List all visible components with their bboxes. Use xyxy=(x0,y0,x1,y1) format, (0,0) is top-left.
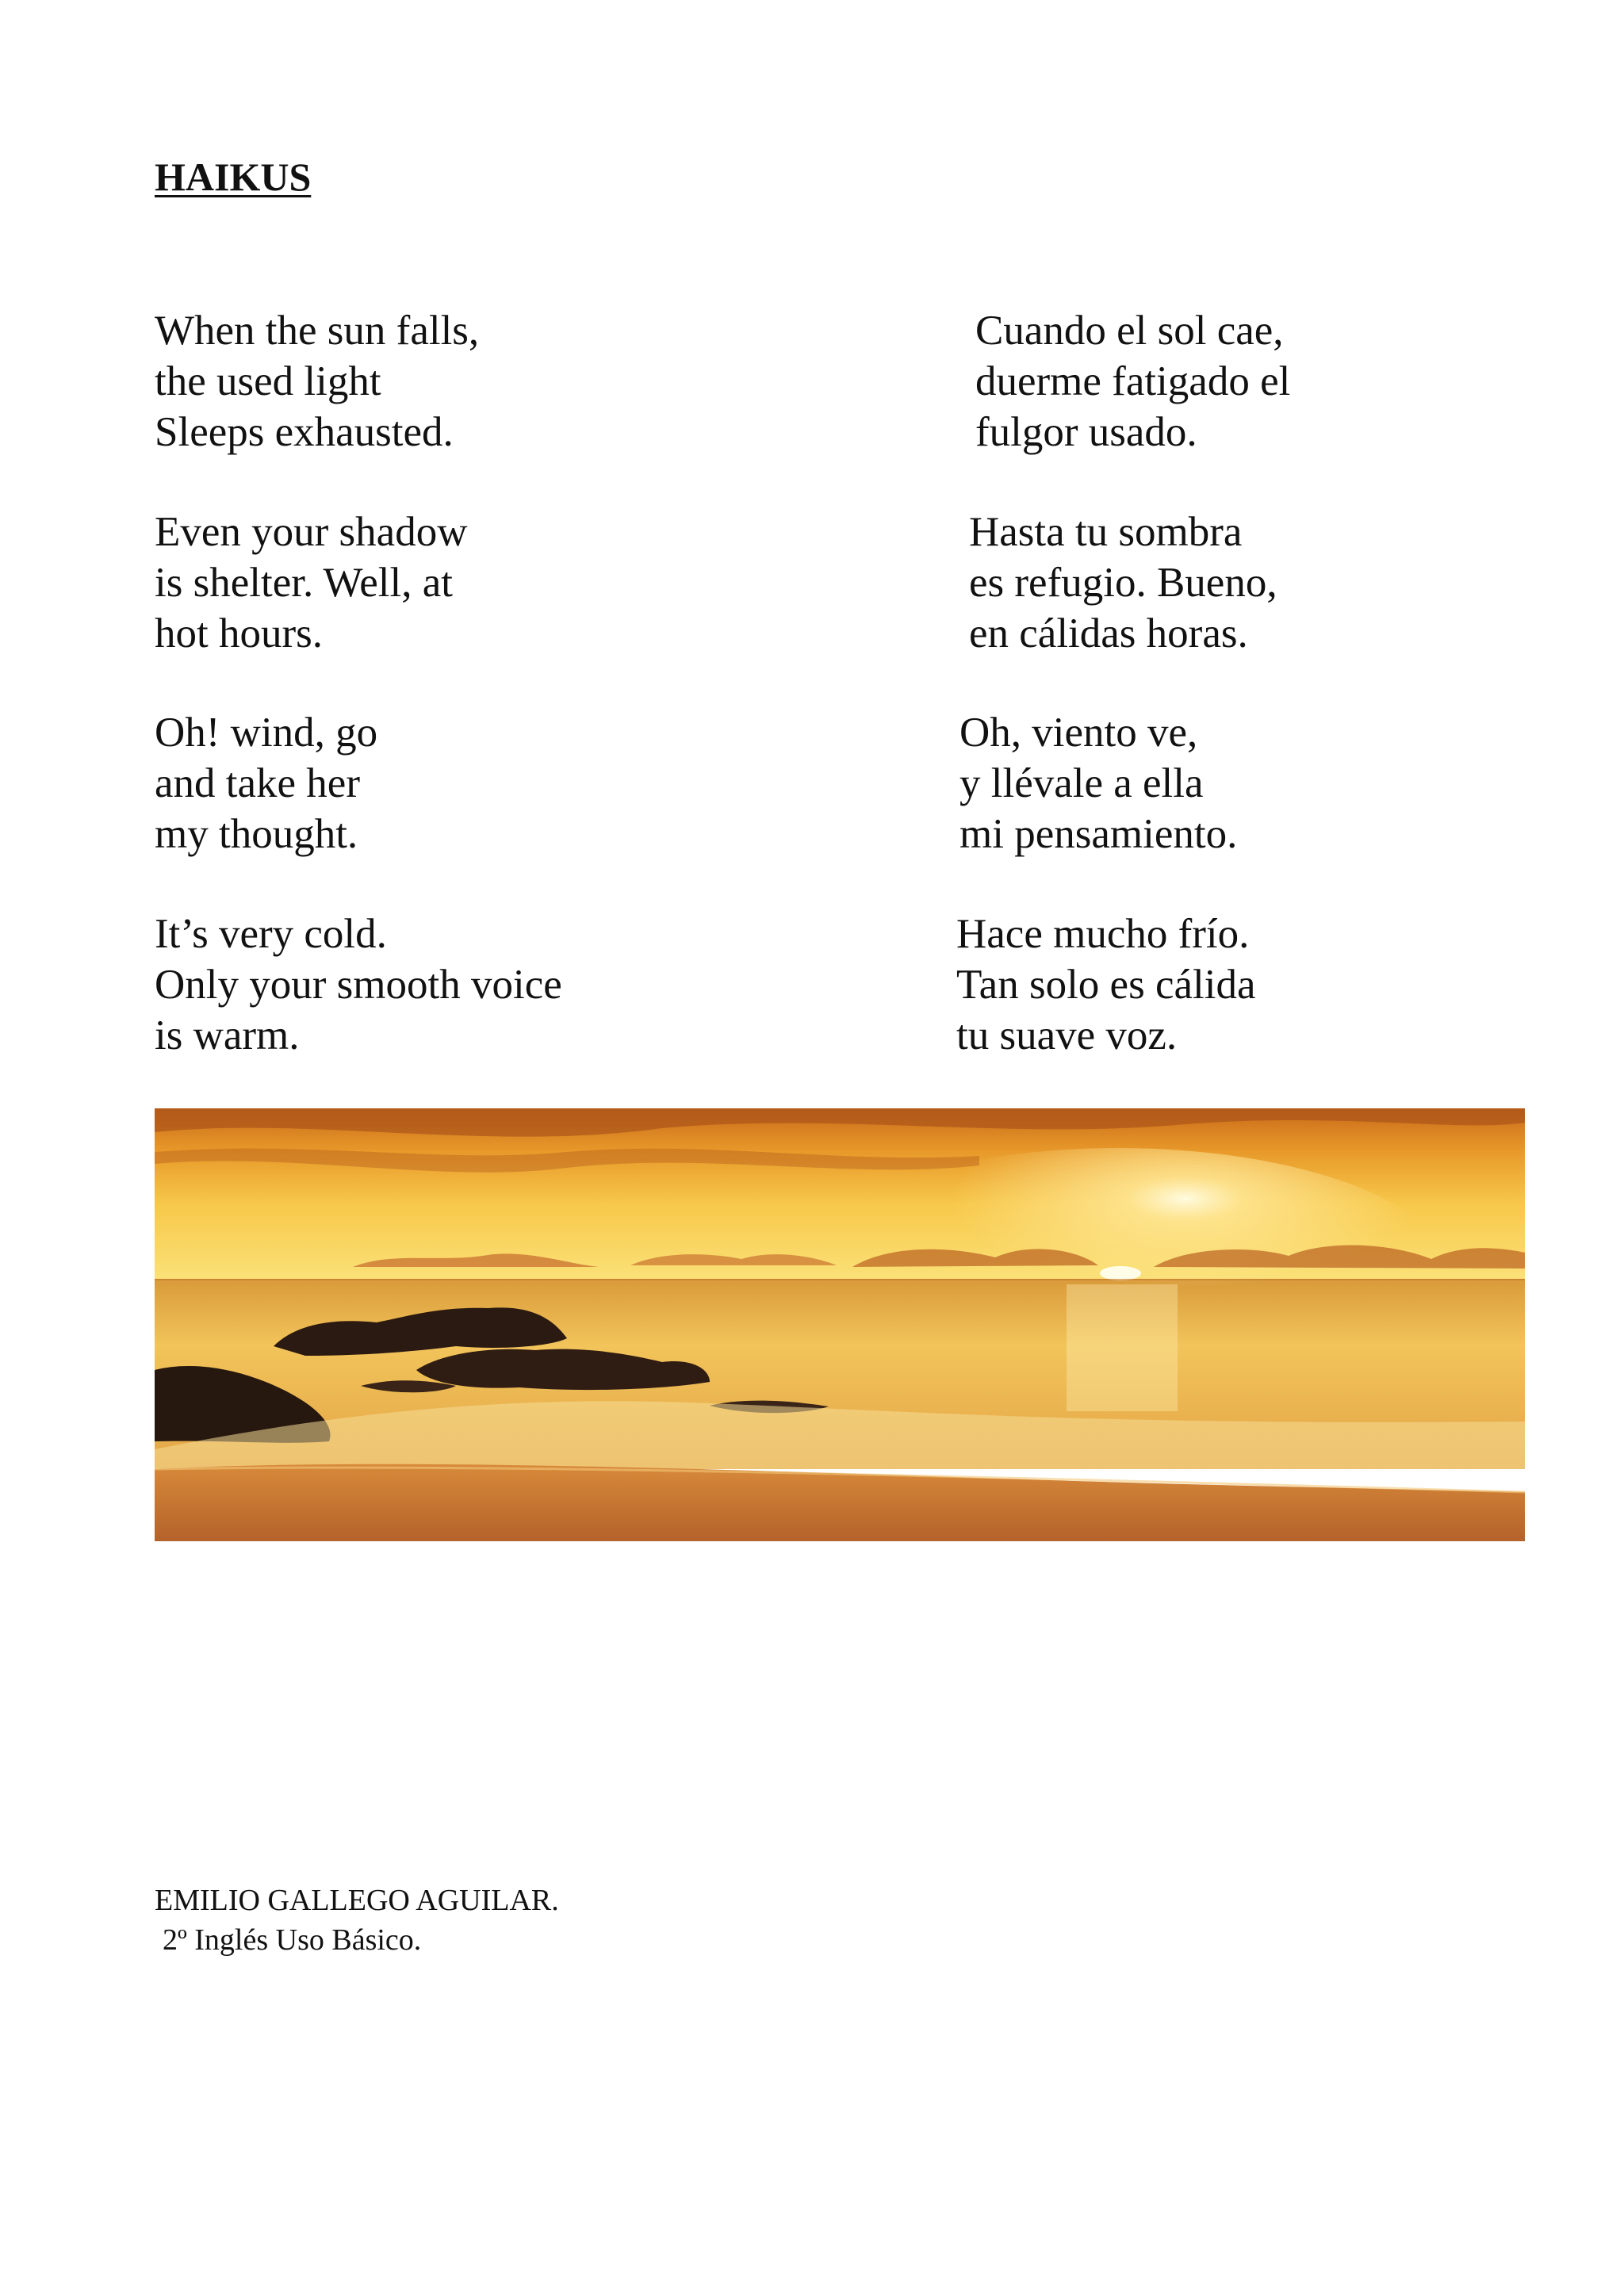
poem-line: Cuando el sol cae, xyxy=(975,308,1284,354)
poem-line: hot hours. xyxy=(155,610,323,656)
poem-line: Hace mucho frío. xyxy=(956,911,1250,957)
page-title: HAIKUS xyxy=(155,155,312,199)
author-course: 2º Inglés Uso Básico. xyxy=(163,1923,422,1957)
poem-line: Hasta tu sombra xyxy=(969,509,1243,555)
poem-line: Oh, viento ve, xyxy=(959,710,1198,756)
poem-line: It’s very cold. xyxy=(155,911,387,957)
haiku-3-english xyxy=(155,707,377,859)
poem-line: is shelter. Well, at xyxy=(155,560,453,606)
haiku-2-spanish xyxy=(969,507,1277,659)
poem-line: When the sun falls, xyxy=(155,308,480,354)
poem-line: is warm. xyxy=(155,1012,300,1058)
poem-line: Even your shadow xyxy=(155,509,468,555)
haiku-1-english xyxy=(155,305,479,457)
poem-line: tu suave voz. xyxy=(956,1012,1178,1058)
poem-line: Tan solo es cálida xyxy=(956,962,1256,1008)
haiku-1-spanish xyxy=(975,305,1290,457)
sunset-beach-image xyxy=(155,1108,1525,1541)
poem-line: Oh! wind, go xyxy=(155,710,378,756)
haiku-4-english xyxy=(155,909,562,1061)
haiku-4-spanish xyxy=(956,909,1255,1061)
poem-line: the used light xyxy=(155,358,381,404)
poem-line: duerme fatigado el xyxy=(975,358,1291,404)
poem-line: and take her xyxy=(155,760,360,806)
haiku-3-spanish xyxy=(959,707,1237,859)
poem-line: my thought. xyxy=(155,811,358,857)
poem-line: y llévale a ella xyxy=(959,760,1204,806)
poem-line: es refugio. Bueno, xyxy=(969,560,1277,606)
poem-line: mi pensamiento. xyxy=(959,811,1238,857)
poem-line: Sleeps exhausted. xyxy=(155,409,454,455)
author-name: EMILIO GALLEGO AGUILAR. xyxy=(155,1884,559,1917)
author-block xyxy=(155,1881,559,1960)
haiku-2-english xyxy=(155,507,467,659)
poem-line: Only your smooth voice xyxy=(155,962,562,1008)
poem-line: fulgor usado. xyxy=(975,409,1197,455)
poem-line: en cálidas horas. xyxy=(969,610,1248,656)
